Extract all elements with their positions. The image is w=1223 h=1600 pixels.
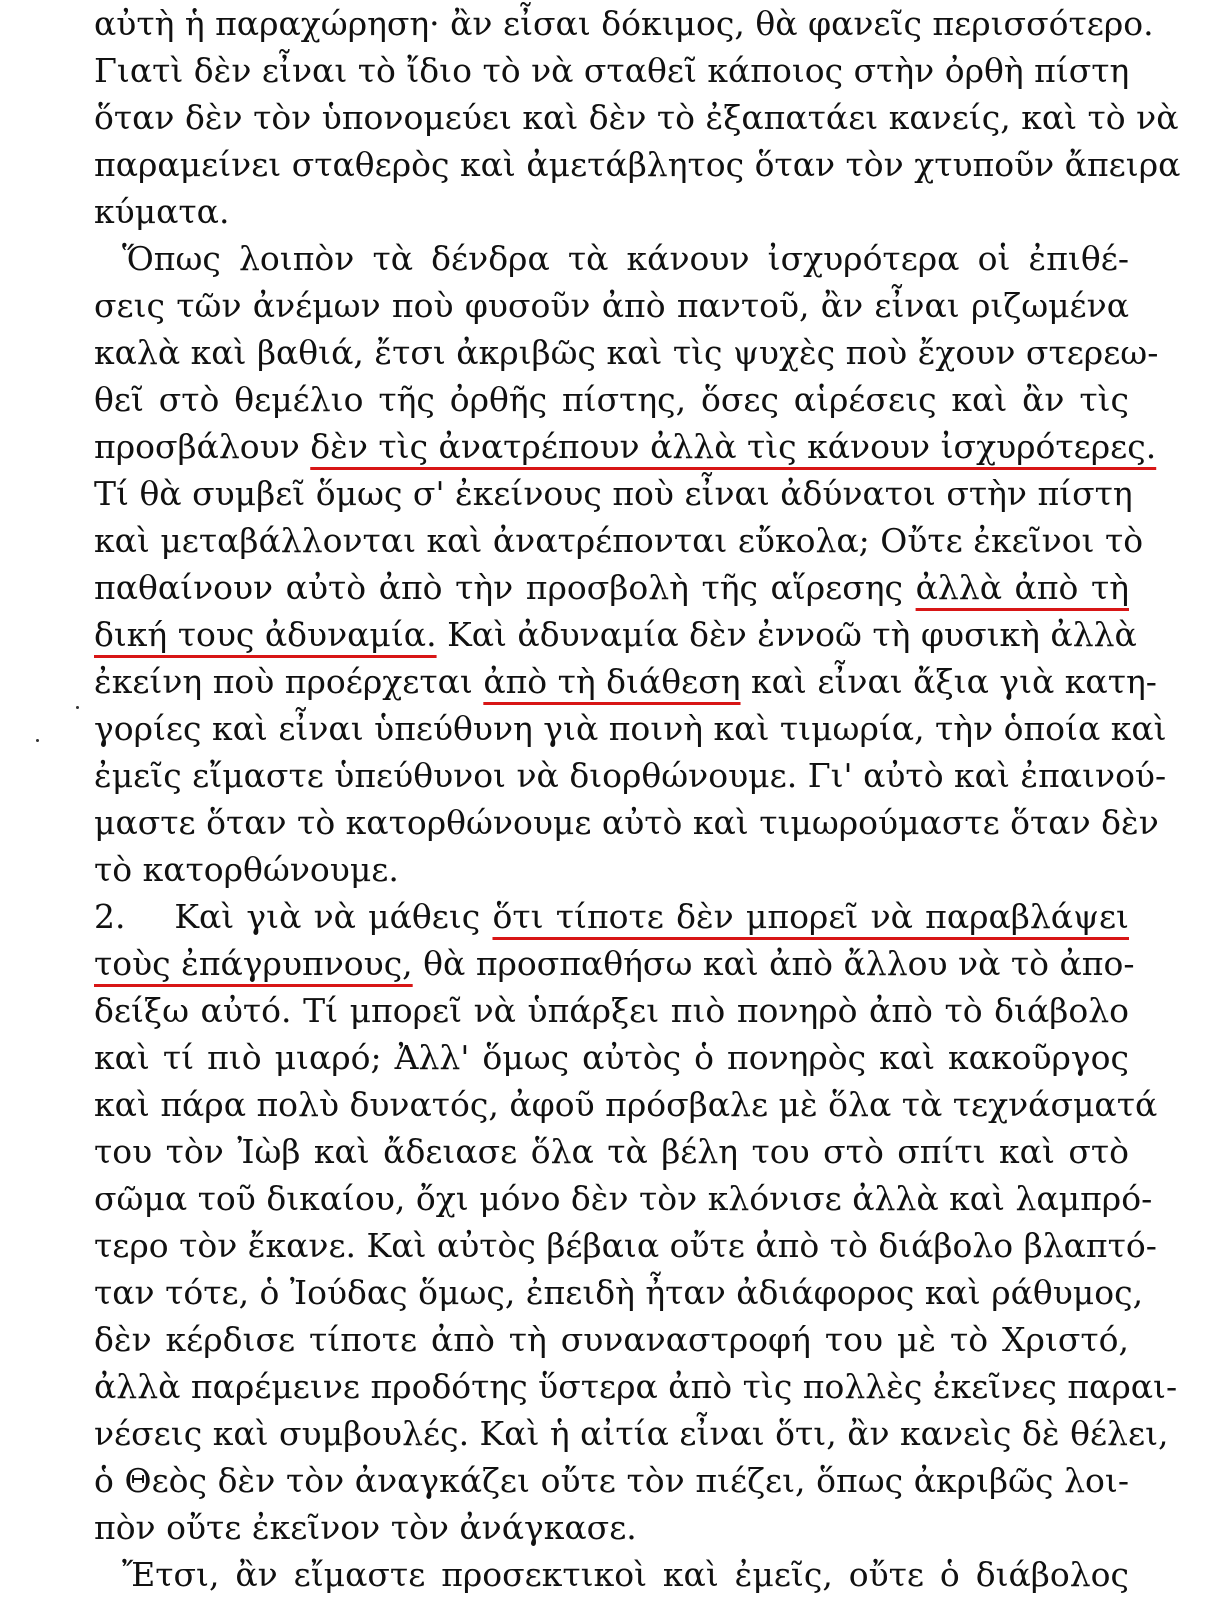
text-line: [94, 705, 1167, 752]
text-run: σεις τῶν ἀνέμων ποὺ φυσοῦν ἀπὸ παντοῦ, ἂν εἶναι ριζωμένα: [94, 286, 1129, 325]
text-line: [94, 1410, 1169, 1457]
text-run: παθαίνουν αὐτὸ ἀπὸ τὴν προσβολὴ τῆς αἵρεσης: [94, 568, 916, 607]
text-run: 2. Καὶ γιὰ νὰ μάθεις: [94, 897, 493, 936]
text-line: [94, 235, 1129, 282]
text-line: [94, 47, 1129, 94]
text-run: ἀλλὰ παρέμεινε προδότης ὕστερα ἀπὸ τὶς πολλὲς ἐκεῖνες παραι-: [94, 1367, 1178, 1406]
text-run: καὶ τί πιὸ μιαρό; Ἀλλ' ὅμως αὐτὸς ὁ πονηρὸς καὶ κακοῦργος: [94, 1038, 1129, 1077]
text-run: γορίες καὶ εἶναι ὑπεύθυνη γιὰ ποινὴ καὶ τιμωρία, τὴν ὁποία καὶ: [94, 709, 1167, 748]
text-run: σῶμα τοῦ δικαίου, ὄχι μόνο δὲν τὸν κλόνισε ἀλλὰ καὶ λαμπρό-: [94, 1179, 1153, 1218]
text-run: καὶ εἶναι ἄξια γιὰ κατη-: [740, 662, 1157, 701]
underlined-passage: ἀπὸ τὴ διάθεση: [483, 662, 741, 701]
text-run: Ἔτσι, ἂν εἴμαστε προσεκτικοὶ καὶ ἐμεῖς, οὔτε ὁ διάβολος: [122, 1555, 1129, 1594]
scan-speck: [36, 739, 39, 742]
text-line: [94, 282, 1129, 329]
text-run: Γιατὶ δὲν εἶναι τὸ ἴδιο τὸ νὰ σταθεῖ κάποιος στὴν ὀρθὴ πίστη: [94, 51, 1130, 90]
underlined-passage: ἀλλὰ ἀπὸ τὴ: [915, 568, 1129, 607]
underlined-passage: τοὺς ἐπάγρυπνους,: [94, 944, 413, 983]
text-line: [94, 0, 1154, 47]
text-line: [94, 940, 1135, 987]
text-line: [94, 1269, 1144, 1316]
text-line: [94, 752, 1167, 799]
text-line: [94, 517, 1144, 564]
text-run: θεῖ στὸ θεμέλιο τῆς ὀρθῆς πίστης, ὅσες αἱρέσεις καὶ ἂν τὶς: [94, 380, 1129, 419]
text-line: [94, 1128, 1129, 1175]
text-line: [94, 1316, 1129, 1363]
text-run: καλὰ καὶ βαθιά, ἔτσι ἀκριβῶς καὶ τὶς ψυχὲς ποὺ ἔχουν στερεω-: [94, 333, 1159, 372]
scan-speck: [76, 706, 79, 709]
text-run: αὐτὴ ἡ παραχώρηση· ἂν εἶσαι δόκιμος, θὰ φανεῖς περισσότερο.: [94, 4, 1154, 43]
text-run: μαστε ὅταν τὸ κατορθώνουμε αὐτὸ καὶ τιμωρούμαστε ὅταν δὲν: [94, 803, 1159, 842]
text-line: [94, 1081, 1158, 1128]
text-line: [94, 329, 1159, 376]
text-run: τερο τὸν ἔκανε. Καὶ αὐτὸς βέβαια οὔτε ἀπὸ τὸ διάβολο βλαπτό-: [94, 1226, 1157, 1265]
text-line: [94, 564, 1129, 611]
text-line: [94, 987, 1129, 1034]
underlined-passage: δὲν τὶς ἀνατρέπουν ἀλλὰ τὶς κάνουν ἰσχυρότερες.: [310, 427, 1157, 466]
text-run: Καὶ ἀδυναμία δὲν ἐννοῶ τὴ φυσικὴ ἀλλὰ: [436, 615, 1137, 654]
text-line: [94, 94, 1179, 141]
text-run: καὶ μεταβάλλονται καὶ ἀνατρέπονται εὔκολα; Οὔτε ἐκεῖνοι τὸ: [94, 521, 1144, 560]
text-run: τὸ κατορθώνουμε.: [94, 850, 399, 889]
text-run: δὲν κέρδισε τίποτε ἀπὸ τὴ συναναστροφή του μὲ τὸ Χριστό,: [94, 1320, 1129, 1359]
text-run: κύματα.: [94, 192, 230, 231]
text-run: πὸν οὔτε ἐκεῖνον τὸν ἀνάγκασε.: [94, 1508, 637, 1547]
text-line: [94, 846, 1129, 893]
text-run: δείξω αὐτό. Τί μπορεῖ νὰ ὑπάρξει πιὸ πονηρὸ ἀπὸ τὸ διάβολο: [94, 991, 1129, 1030]
text-line: [94, 893, 1129, 940]
text-line: [94, 423, 1157, 470]
text-run: νέσεις καὶ συμβουλές. Καὶ ἡ αἰτία εἶναι ὅτι, ἂν κανεὶς δὲ θέλει,: [94, 1414, 1169, 1453]
text-run: ἐκείνη ποὺ προέρχεται: [94, 662, 484, 701]
text-line: [94, 658, 1157, 705]
text-line: [94, 470, 1133, 517]
text-run: Τί θὰ συμβεῖ ὅμως σ' ἐκείνους ποὺ εἶναι ἀδύνατοι στὴν πίστη: [94, 474, 1133, 513]
text-line: [94, 1457, 1129, 1504]
text-line: [94, 1034, 1129, 1081]
text-run: ἐμεῖς εἴμαστε ὑπεύθυνοι νὰ διορθώνουμε. Γι' αὐτὸ καὶ ἐπαινού-: [94, 756, 1167, 795]
text-run: ὁ Θεὸς δὲν τὸν ἀναγκάζει οὔτε τὸν πιέζει, ὅπως ἀκριβῶς λοι-: [94, 1461, 1129, 1500]
text-run: καὶ πάρα πολὺ δυνατός, ἀφοῦ πρόσβαλε μὲ ὅλα τὰ τεχνάσματά: [94, 1085, 1158, 1124]
text-run: παραμείνει σταθερὸς καὶ ἀμετάβλητος ὅταν τὸν χτυποῦν ἄπειρα: [94, 145, 1181, 184]
text-run: ταν τότε, ὁ Ἰούδας ὅμως, ἐπειδὴ ἦταν ἀδιάφορος καὶ ράθυμος,: [94, 1273, 1144, 1312]
text-line: [94, 1551, 1129, 1598]
text-run: Ὅπως λοιπὸν τὰ δένδρα τὰ κάνουν ἰσχυρότερα οἱ ἐπιθέ-: [122, 239, 1129, 278]
underlined-passage: δική τους ἀδυναμία.: [94, 615, 437, 654]
text-line: [94, 1222, 1157, 1269]
text-run: του τὸν Ἰὼβ καὶ ἄδειασε ὅλα τὰ βέλη του στὸ σπίτι καὶ στὸ: [94, 1132, 1129, 1171]
text-line: [94, 1504, 1129, 1551]
text-line: [94, 188, 1129, 235]
text-line: [94, 376, 1129, 423]
text-line: [94, 141, 1181, 188]
text-line: [94, 799, 1159, 846]
text-run: θὰ προσπαθήσω καὶ ἀπὸ ἄλλου νὰ τὸ ἀπο-: [412, 944, 1135, 983]
text-run: προσβάλουν: [94, 427, 311, 466]
text-run: ὅταν δὲν τὸν ὑπονομεύει καὶ δὲν τὸ ἐξαπατάει κανείς, καὶ τὸ νὰ: [94, 98, 1179, 137]
underlined-passage: ὅτι τίποτε δὲν μπορεῖ νὰ παραβλάψει: [492, 897, 1129, 936]
text-line: [94, 1175, 1153, 1222]
text-line: [94, 611, 1137, 658]
book-page: [94, 0, 1181, 1598]
text-line: [94, 1363, 1178, 1410]
